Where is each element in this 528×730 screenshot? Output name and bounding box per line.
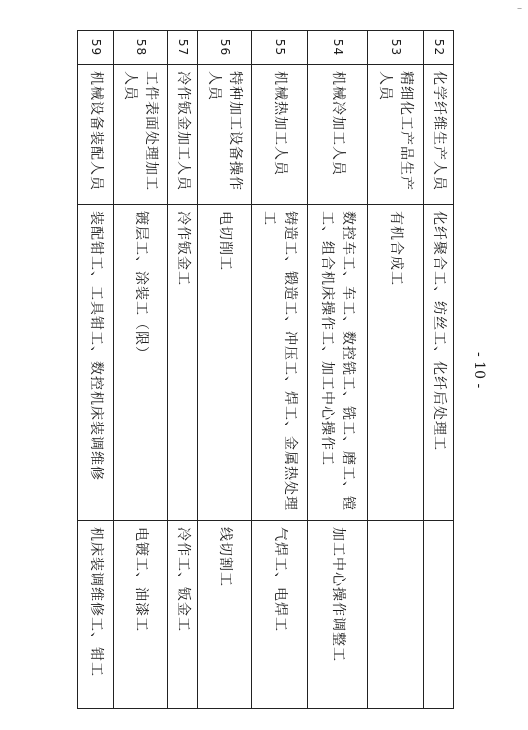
related-cell: 加工中心操作调整工	[308, 521, 368, 709]
page-number: - 10 -	[471, 351, 487, 389]
category-cell: 工件表面处理加工人员	[114, 65, 168, 205]
row-number: 55	[252, 31, 308, 65]
category-cell: 机械冷加工人员	[308, 65, 368, 205]
occupations-cell: 冷作钣金工	[168, 205, 198, 521]
category-cell: 机械热加工人员	[252, 65, 308, 205]
category-cell: 冷作钣金加工人员	[168, 65, 198, 205]
table-row-58	[114, 31, 168, 709]
occupations-cell: 镀层工、涂装工（限）	[114, 205, 168, 521]
category-cell: 化学纤维生产人员	[424, 65, 454, 205]
occupations-cell: 装配钳工、工具钳工、数控机床装调维修	[78, 205, 114, 521]
row-number: 53	[368, 31, 424, 65]
occupations-cell: 化纤聚合工、纺丝工、化纤后处理工	[424, 205, 454, 521]
table-row-57	[168, 31, 198, 709]
related-cell	[424, 521, 454, 709]
occupation-table	[77, 30, 454, 709]
category-cell: 机械设备装配人员	[78, 65, 114, 205]
row-number: 59	[78, 31, 114, 65]
category-cell: 精细化工产品生产人员	[368, 65, 424, 205]
related-cell	[368, 521, 424, 709]
table-row-52	[424, 31, 454, 709]
related-cell: 冷作工、钣金工	[168, 521, 198, 709]
category-cell: 特种加工设备操作人员	[198, 65, 252, 205]
occupations-cell: 电切削工	[198, 205, 252, 521]
related-cell: 机床装调维修工、钳工	[78, 521, 114, 709]
row-number: 54	[308, 31, 368, 65]
table-row-53	[368, 31, 424, 709]
related-cell: 气焊工、电焊工	[252, 521, 308, 709]
related-cell: 线切割工	[198, 521, 252, 709]
rotated-table-container	[78, 30, 454, 708]
row-number: 56	[198, 31, 252, 65]
table-row-59	[78, 31, 114, 709]
table-row-56	[198, 31, 252, 709]
table-row-54	[308, 31, 368, 709]
occupations-cell: 铸造工、锻造工、冲压工、焊工、金属热处理工	[252, 205, 308, 521]
occupations-cell: 数控车工、车工、数控铣工、铣工、磨工、镗工、组合机床操作工、加工中心操作工	[308, 205, 368, 521]
table-row-55	[252, 31, 308, 709]
occupations-cell: 有机合成工	[368, 205, 424, 521]
related-cell: 电镀工、油漆工	[114, 521, 168, 709]
row-number: 52	[424, 31, 454, 65]
row-number: 57	[168, 31, 198, 65]
corner-mark: −	[517, 4, 522, 13]
row-number: 58	[114, 31, 168, 65]
